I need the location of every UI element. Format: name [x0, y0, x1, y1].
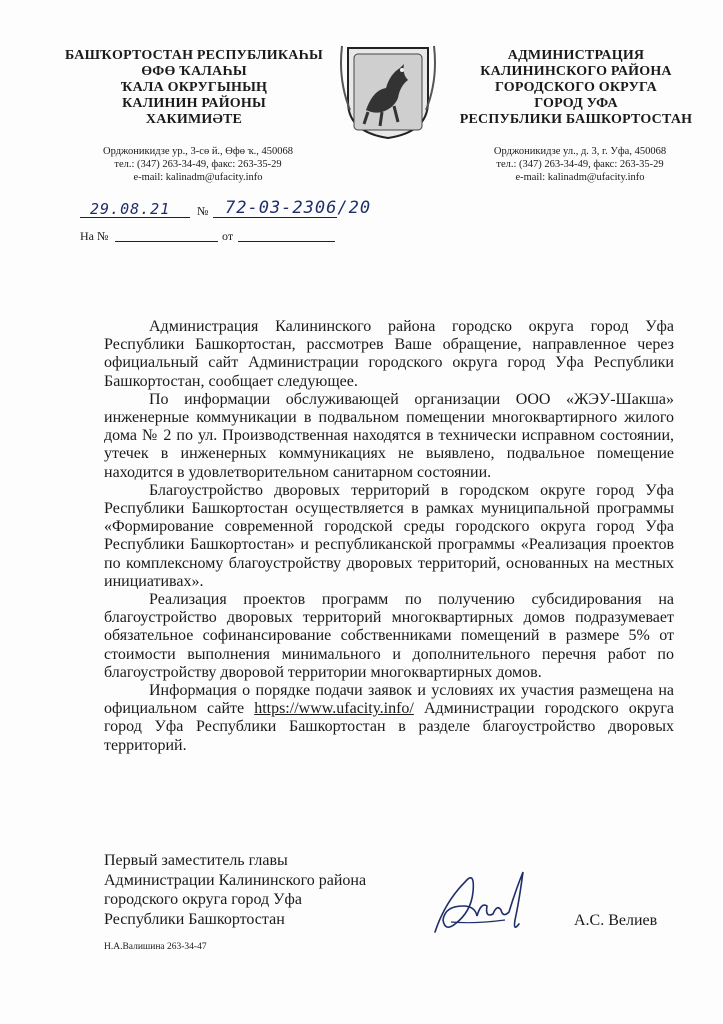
paragraph: Благоустройство дворовых территорий в городском округе город Уфа Республики Башкортостан осуществляется в рамках муниципальной программы «Формирование современной городской среды городского округа город Уфа Республики Башкортостан» и республиканской программы «Реализация проектов по комплексному благоустройству дворовых территорий, основанных на местных инициативах». — [104, 481, 674, 590]
paragraph-text: Администрации городского округа город Уфа Республики Башкортостан в разделе благоустройство дворовых территорий. — [104, 700, 675, 754]
paragraph-text: Информация о порядке подачи заявок и условиях их участия размещена на официальном сайте — [104, 682, 674, 718]
email-line: e-mail: kalinadm@ufacity.info — [133, 172, 263, 183]
header-bashkir-line: БАШҠОРТОСТАН РЕСПУБЛИКАҺЫ — [65, 48, 323, 63]
letter-body — [104, 318, 674, 755]
header-russian-line: РЕСПУБЛИКИ БАШКОРТОСТАН — [459, 112, 693, 127]
number-underline — [213, 217, 337, 218]
header-russian-line: АДМИНИСТРАЦИЯ — [507, 48, 645, 63]
header-russian-line: КАЛИНИНСКОГО РАЙОНА — [480, 64, 672, 79]
address-russian — [460, 145, 700, 184]
signatory-name: А.С. Велиев — [574, 912, 658, 929]
paragraph: По информации обслуживающей организации ООО «ЖЭУ-Шакша» инженерные коммуникации в подвальном помещении многоквартирного жилого дома № 2 по ул. Производственная находятся в технически исправном состоянии, утечек в инженерных коммуникациях не выявлено, подвальное помещение находится в удовлетворительном санитарном состоянии. — [104, 390, 674, 481]
header-bashkir-line: ҠАЛА ОКРУГЫНЫҢ — [120, 80, 268, 95]
header-russian-line: ГОРОД УФА — [534, 96, 618, 111]
paragraph — [104, 682, 674, 755]
number-sign: № — [197, 204, 209, 218]
phone-line: тел.: (347) 263-34-49, факс: 263-35-29 — [496, 159, 664, 170]
header-russian-line: ГОРОДСКОГО ОКРУГА — [495, 80, 657, 95]
position-line: Республики Башкортостан — [104, 910, 285, 928]
paragraph: Реализация проектов программ по получению субсидирования на благоустройство дворовых территорий многоквартирных домов подразумевает обязательное софинансирование собственниками помещений в размере 5% от стоимости выполнения минимального и дополнительного перечня работ по благоустройству дворовой территории многоквартирных домов. — [104, 591, 674, 681]
header-bashkir — [60, 48, 328, 128]
ufacity-link[interactable]: https://www.ufacity.info/ — [254, 700, 414, 718]
handwritten-date: 29.08.21 — [90, 200, 171, 218]
in-reply-underline — [115, 241, 218, 242]
address-bashkir — [76, 145, 320, 184]
from-label: от — [222, 229, 234, 243]
position-line: городского округа город Уфа — [104, 891, 302, 908]
address-line: Орджоникидзе ул., д. 3, г. Уфа, 450068 — [493, 146, 667, 157]
header-bashkir-line: ӨФӨ ҠАЛАҺЫ — [141, 64, 247, 79]
position-line: Администрации Калининского района — [104, 871, 367, 889]
phone-line: тел.: (347) 263-34-49, факс: 263-35-29 — [114, 159, 282, 170]
address-line: Орджоникидзе ур., 3-сө й., Өфө ҡ., 450068 — [103, 146, 293, 157]
handwritten-signature-icon — [415, 862, 545, 942]
executor-info: Н.А.Валишина 263-34-47 — [104, 942, 207, 952]
date-underline — [80, 217, 190, 218]
header-bashkir-line: ХАКИМИӘТЕ — [145, 112, 243, 127]
signatory-position — [104, 851, 366, 929]
handwritten-number: 72-03-2306/20 — [225, 198, 372, 218]
email-line: e-mail: kalinadm@ufacity.info — [515, 172, 645, 183]
position-line: Первый заместитель главы — [104, 852, 288, 869]
ufa-coat-of-arms-icon — [338, 40, 438, 140]
from-underline — [238, 241, 335, 242]
paragraph: Администрация Калининского района городско округа город Уфа Республики Башкортостан, рассмотрев Ваше обращение, направленное через официальный сайт Администрации городского округа город Уфа Республики Башкортостан, сообщает следующее. — [104, 318, 674, 390]
header-bashkir-line: КАЛИНИН РАЙОНЫ — [122, 96, 266, 111]
header-russian — [448, 48, 704, 128]
in-reply-label: На № — [80, 229, 109, 243]
